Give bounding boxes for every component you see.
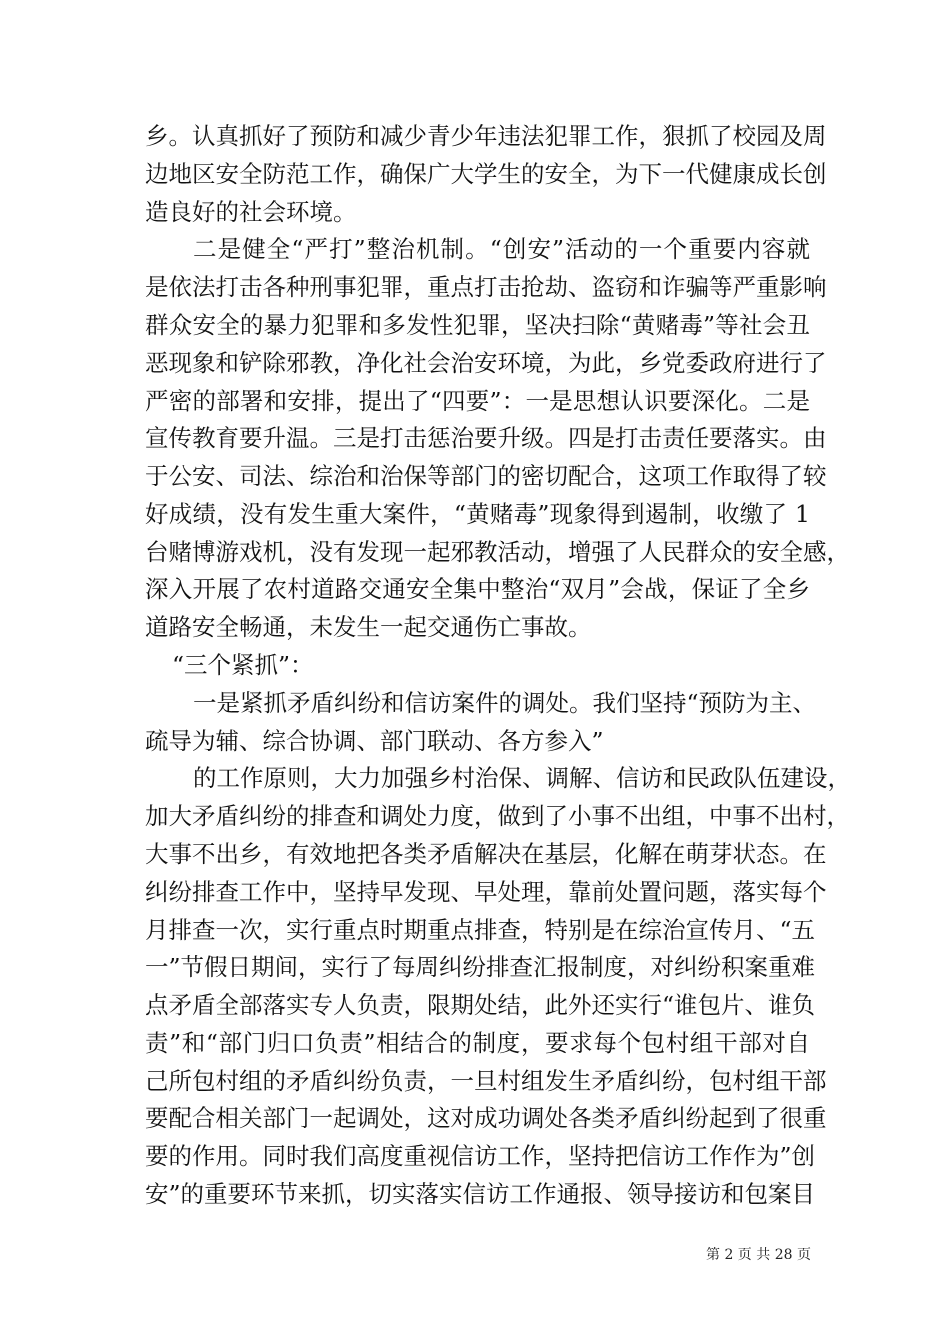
text-line: 安”的重要环节来抓，切实落实信访工作通报、领导接访和包案目 [145,1180,816,1208]
text-line: 深入开展了农村道路交通安全集中整治“双月”会战，保证了全乡 [145,575,810,603]
text-line: 边地区安全防范工作，确保广大学生的安全，为下一代健康成长创 [145,160,827,188]
text-line: 加大矛盾纠纷的排查和调处力度，做到了小事不出组，中事不出村， [145,802,850,830]
text-line: 要配合相关部门一起调处，这对成功调处各类矛盾纠纷起到了很重 [145,1104,827,1132]
paragraph-start-line: 二是健全“严打”整治机制。“创安”活动的一个重要内容就 [193,235,810,263]
text-line: 点矛盾全部落实专人负责，限期处结，此外还实行“谁包片、谁负 [145,991,816,1019]
text-line: 群众安全的暴力犯罪和多发性犯罪，坚决扫除“黄赌毒”等社会丑 [145,311,810,339]
page-number-footer: 第 2 页 共 28 页 [706,1247,811,1263]
text-line: 宣传教育要升温。三是打击惩治要升级。四是打击责任要落实。由 [145,424,827,452]
text-line: 纠纷排查工作中，坚持早发现、早处理，靠前处置问题，落实每个 [145,878,827,906]
section-heading: “三个紧抓”： [172,651,314,679]
text-line: 恶现象和铲除邪教，净化社会治安环境，为此，乡党委政府进行了 [145,349,827,377]
text-line: 道路安全畅通，未发生一起交通伤亡事故。 [145,613,592,641]
text-line: 好成绩，没有发生重大案件，“黄赌毒”现象得到遏制，收缴了 1 [145,500,810,528]
text-line: 要的作用。同时我们高度重视信访工作，坚持把信访工作作为”创 [145,1142,816,1170]
text-line: 大事不出乡，有效地把各类矛盾解决在基层，化解在萌芽状态。在 [145,840,827,868]
text-line: 是依法打击各种刑事犯罪，重点打击抢劫、盗窃和诈骗等严重影响 [145,273,827,301]
text-line: 乡。认真抓好了预防和减少青少年违法犯罪工作，狠抓了校园及周 [145,122,827,150]
paragraph-start-line: 的工作原则，大力加强乡村治保、调解、信访和民政队伍建设， [193,764,851,792]
text-line: 责”和“部门归口负责”相结合的制度，要求每个包村组干部对自 [145,1029,810,1057]
text-line: 一”节假日期间，实行了每周纠纷排查汇报制度，对纠纷积案重难 [145,953,816,981]
paragraph-start-line: 一是紧抓矛盾纠纷和信访案件的调处。我们坚持“预防为主、 [193,689,817,717]
text-line: 造良好的社会环境。 [145,198,357,226]
text-line: 台赌博游戏机，没有发现一起邪教活动，增强了人民群众的安全感， [145,538,850,566]
text-line: 严密的部署和安排，提出了“四要”：一是思想认识要深化。二是 [145,387,810,415]
text-line: 于公安、司法、综治和治保等部门的密切配合，这项工作取得了较 [145,462,827,490]
text-line: 己所包村组的矛盾纠纷负责，一旦村组发生矛盾纠纷，包村组干部 [145,1067,827,1095]
text-line: 疏导为辅、综合协调、部门联动、各方参入” [145,727,604,755]
text-line: 月排查一次，实行重点时期重点排查，特别是在综治宣传月、“五 [145,916,816,944]
